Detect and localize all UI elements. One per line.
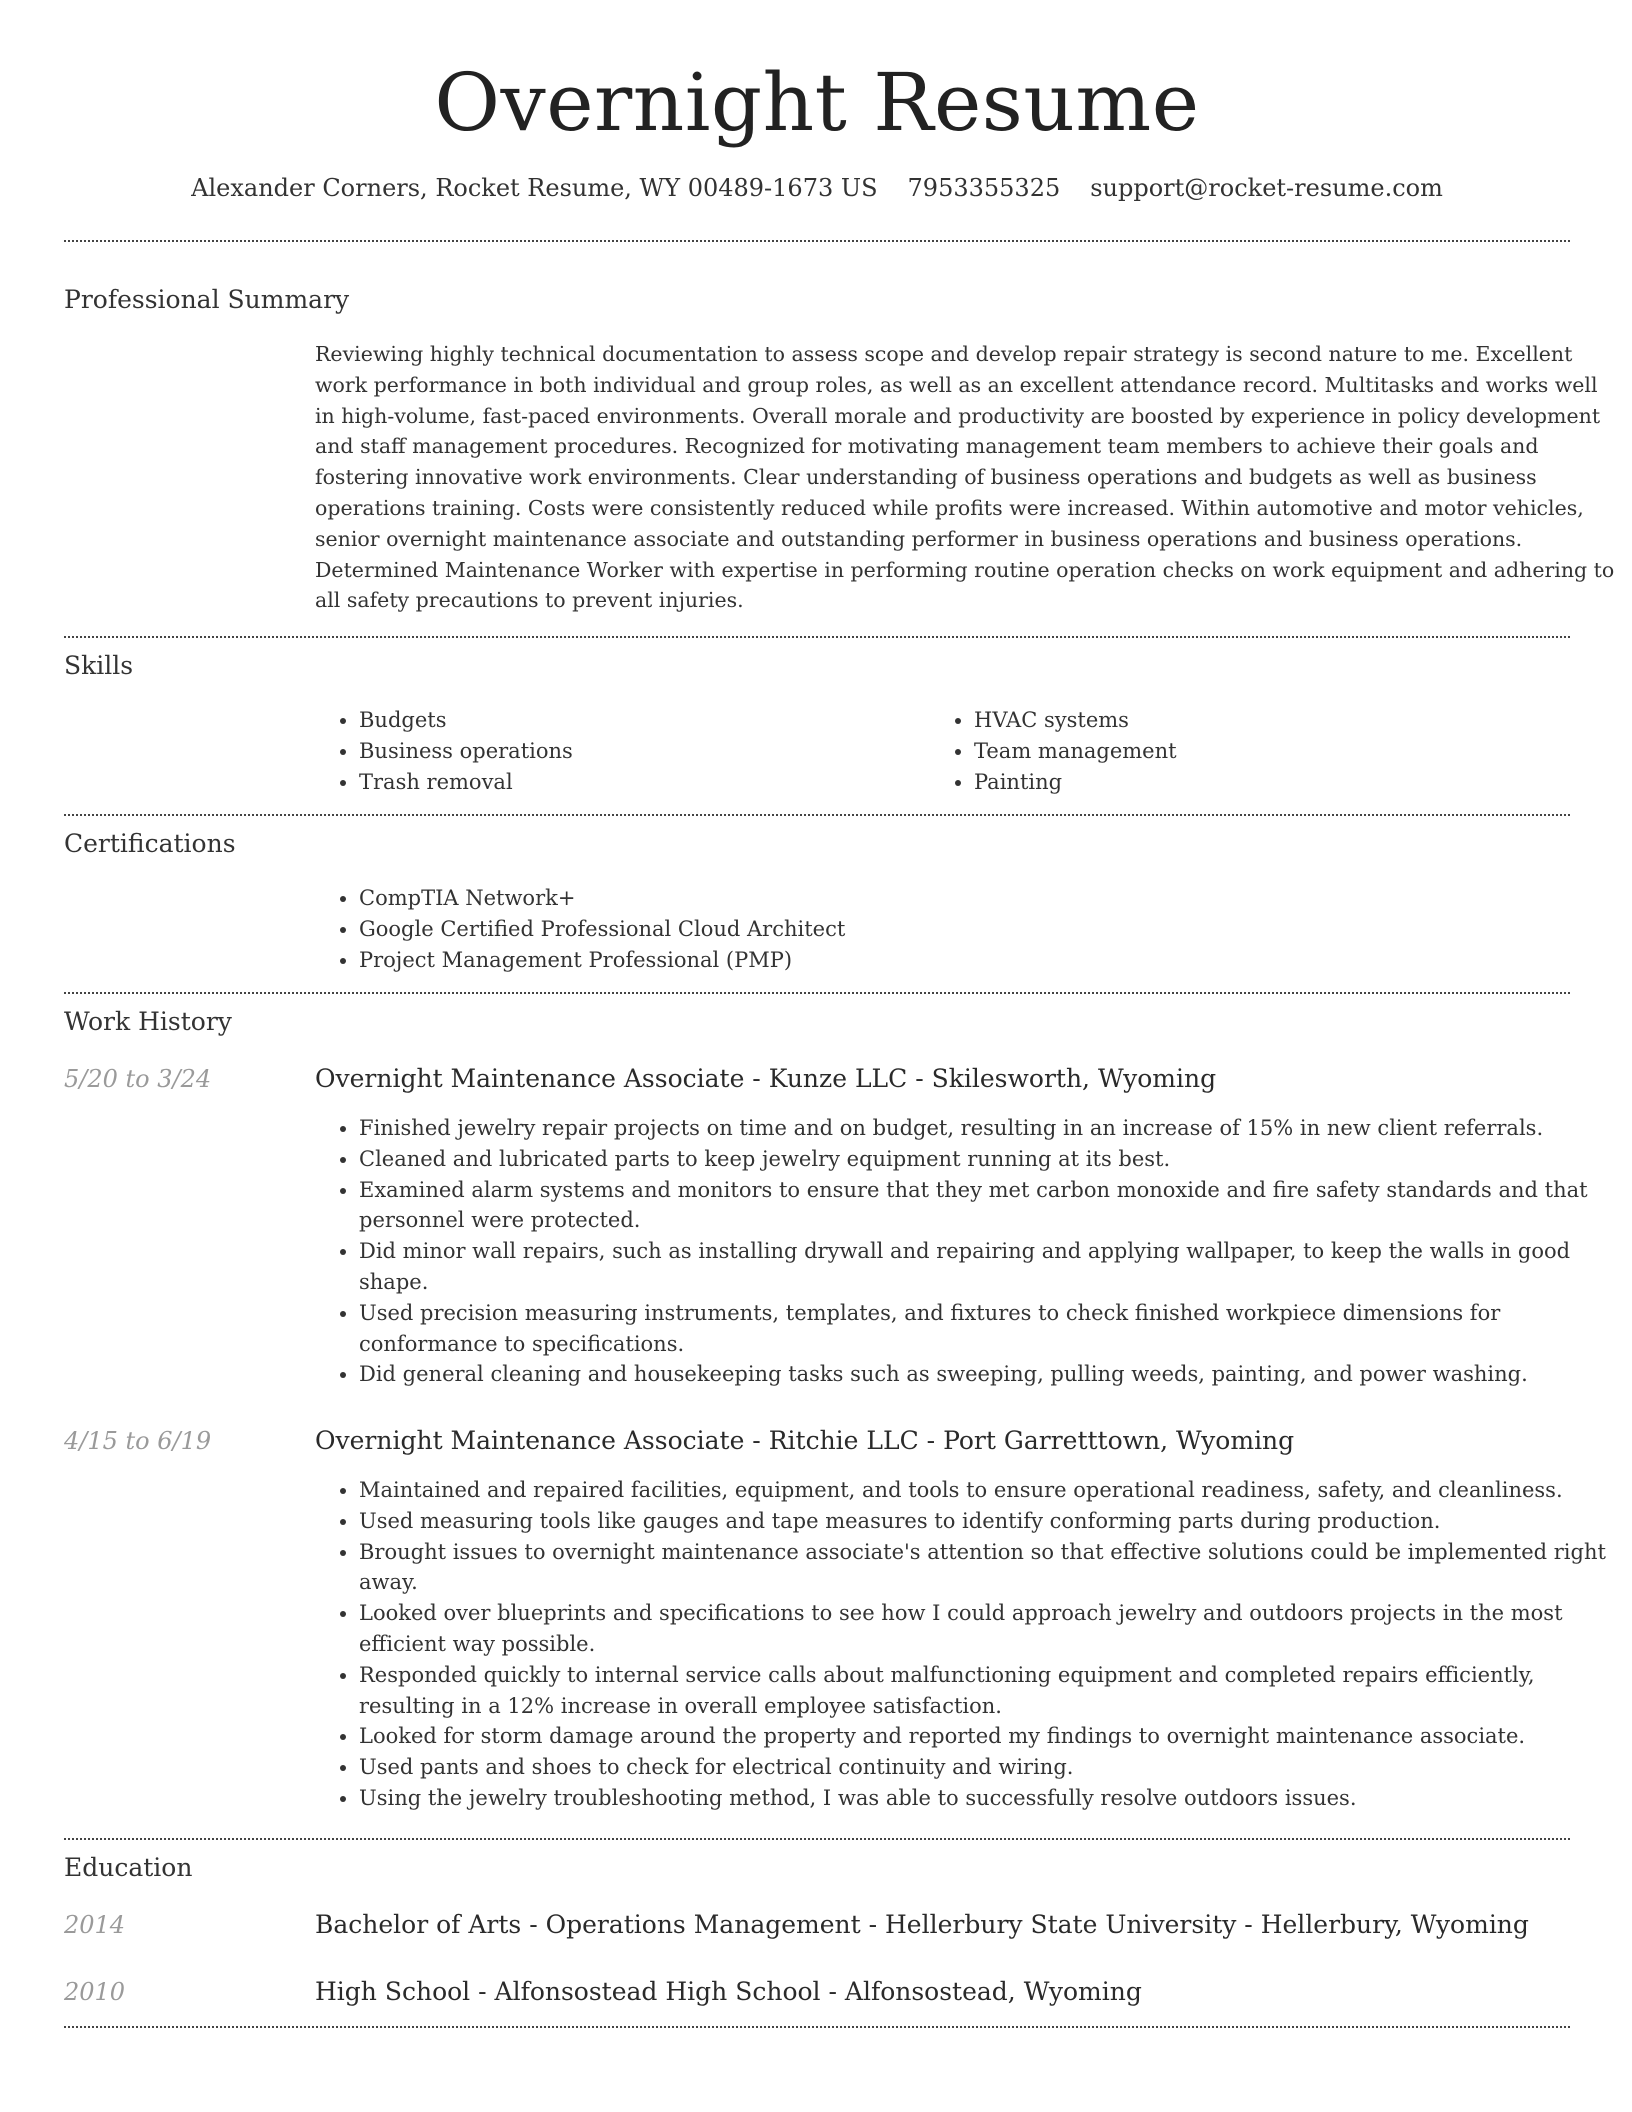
certification-item: • Google Certified Professional Cloud Architect [359,914,845,945]
job-bullet: • Cleaned and lubricated parts to keep jewelry equipment running at its best. [359,1144,1609,1175]
divider [64,636,1570,638]
job-bullet: • Using the jewelry troubleshooting method, I was able to successfully resolve outdoors issues. [359,1783,1609,1814]
certification-item: • CompTIA Network+ [359,883,845,914]
contact-phone: 7953355325 [907,174,1061,202]
job-dates: 5/20 to 3/24 [64,1065,212,1093]
education-year: 2010 [64,1978,126,2006]
skill-item: • Painting [974,767,1177,798]
skills-list-left [315,705,573,797]
skills-list-right [930,705,1177,797]
job-bullet: • Used precision measuring instruments, templates, and fixtures to check finished workpiece dimensions for conformance to specifications. [359,1298,1609,1360]
job-title: Overnight Maintenance Associate - Kunze LLC - Skilesworth, Wyoming [315,1064,1217,1093]
divider [64,240,1570,242]
section-title-summary: Professional Summary [64,285,350,314]
section-title-skills: Skills [64,651,134,680]
job-bullet: • Did minor wall repairs, such as installing drywall and repairing and applying wallpaper, to keep the walls in good shape. [359,1236,1609,1298]
divider [64,814,1570,816]
section-title-work-history: Work History [64,1007,232,1036]
summary-text: Reviewing highly technical documentation to assess scope and develop repair strategy is second nature to me. Excellent work performance in both individual and group roles, as well as an excellent attendance record. Multitasks and works well in high-volume, fast-paced environments. Overall morale and productivity are boosted by experience in policy development and staff management procedures. Recognized for motivating management team members to achieve their goals and fostering innovative work environments. Clear understanding of business operations and budgets as well as business operations training. Costs were consistently reduced while profits were increased. Within automotive and motor vehicles, senior overnight maintenance associate and outstanding performer in business operations and business operations. Determined Maintenance Worker with expertise in performing routine operation checks on work equipment and adhering to all safety precautions to prevent injuries. [315,342,1615,613]
certification-item: • Project Management Professional (PMP) [359,945,845,976]
certifications-list [315,883,845,975]
education-entry: High School - Alfonsostead High School - Alfonsostead, Wyoming [315,1977,1142,2006]
job-dates: 4/15 to 6/19 [64,1427,212,1455]
divider [64,1838,1570,1840]
job-bullet: • Did general cleaning and housekeeping tasks such as sweeping, pulling weeds, painting, and power washing. [359,1359,1609,1390]
job-bullet: • Brought issues to overnight maintenance associate's attention so that effective solutions could be implemented right away. [359,1537,1609,1599]
job-bullet: • Looked over blueprints and specifications to see how I could approach jewelry and outdoors projects in the most efficient way possible. [359,1598,1609,1660]
skill-item: • Trash removal [359,767,573,798]
job-bullet: • Examined alarm systems and monitors to ensure that they met carbon monoxide and fire safety standards and that personnel were protected. [359,1175,1609,1237]
skill-item: • Team management [974,736,1177,767]
skill-item: • HVAC systems [974,705,1177,736]
section-title-education: Education [64,1853,193,1882]
job-bullet: • Used pants and shoes to check for electrical continuity and wiring. [359,1752,1609,1783]
contact-email: support@rocket-resume.com [1090,174,1443,202]
skill-item: • Budgets [359,705,573,736]
job-bullet: • Finished jewelry repair projects on time and on budget, resulting in an increase of 15% in new client referrals. [359,1113,1609,1144]
contact-line [64,170,1570,206]
education-year: 2014 [64,1911,126,1939]
resume-name: Overnight Resume [434,56,1200,149]
job-title: Overnight Maintenance Associate - Ritchie LLC - Port Garretttown, Wyoming [315,1426,1295,1455]
job-bullet: • Responded quickly to internal service calls about malfunctioning equipment and completed repairs efficiently, resulting in a 12% increase in overall employee satisfaction. [359,1660,1609,1722]
job-bullets [315,1475,1609,1814]
divider [64,992,1570,994]
job-bullet: • Maintained and repaired facilities, equipment, and tools to ensure operational readiness, safety, and cleanliness. [359,1475,1609,1506]
job-bullet: • Looked for storm damage around the property and reported my findings to overnight maintenance associate. [359,1721,1609,1752]
contact-address: Alexander Corners, Rocket Resume, WY 00489-1673 US [191,174,878,202]
divider [64,2026,1570,2028]
education-entry: Bachelor of Arts - Operations Management - Hellerbury State University - Hellerbury, Wyoming [315,1910,1529,1939]
section-title-certifications: Certifications [64,829,236,858]
skill-item: • Business operations [359,736,573,767]
job-bullet: • Used measuring tools like gauges and tape measures to identify conforming parts during production. [359,1506,1609,1537]
job-bullets [315,1113,1609,1390]
